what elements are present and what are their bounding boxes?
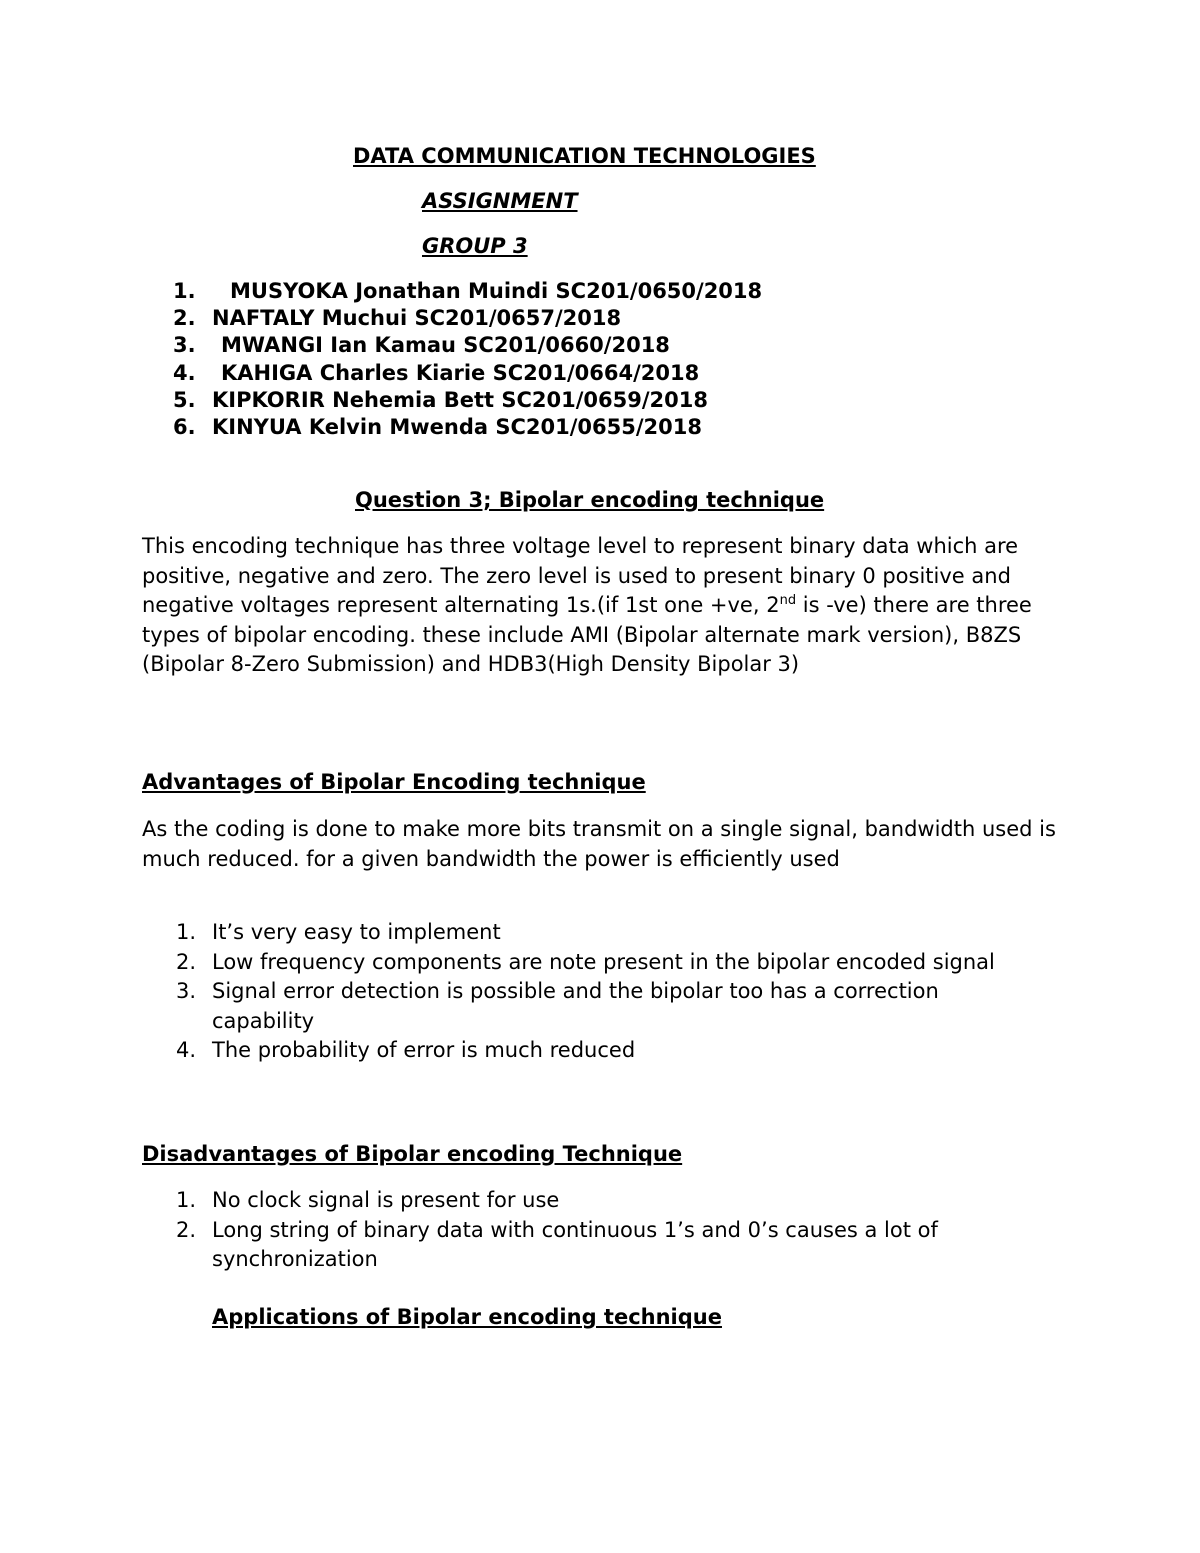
list-item-text: Low frequency components are note present in the bipolar encoded signal bbox=[212, 949, 995, 974]
member-list bbox=[173, 278, 762, 441]
member-text: NAFTALY Muchui SC201/0657/2018 bbox=[212, 306, 622, 331]
list-number: 2. bbox=[176, 1217, 197, 1242]
list-number: 3. bbox=[176, 979, 197, 1004]
list-item bbox=[142, 977, 1032, 1036]
member-text: MWANGI Ian Kamau SC201/0660/2018 bbox=[221, 333, 670, 358]
list-item-text: It’s very easy to implement bbox=[212, 920, 501, 944]
list-item-text: Long string of binary data with continuous 1’s and 0’s causes a lot of synchronization bbox=[212, 1217, 938, 1272]
advantages-intro: As the coding is done to make more bits transmit on a single signal, bandwidth used is much reduced. for a given bandwidth the power is efficiently used bbox=[142, 817, 1056, 871]
list-item-text: Signal error detection is possible and the bipolar too has a correction capability bbox=[212, 979, 939, 1033]
list-item bbox=[142, 1186, 1032, 1216]
paragraph-text-part1: This encoding technique has three voltage level to represent binary data which are positive, negative and zero. The zero level is used to present binary 0 positive and negative voltages represent alternating 1s.(if 1st one +ve, 2 bbox=[142, 534, 1019, 618]
superscript: nd bbox=[779, 593, 797, 609]
member-item bbox=[173, 360, 762, 387]
paragraph-text-part2: is -ve) there are three types of bipolar encoding. these include AMI (Bipolar alternate mark version), B8ZS (Bipolar 8-Zero Submission) and HDB3(High Density Bipolar 3) bbox=[142, 593, 1032, 677]
list-number: 1. bbox=[176, 920, 197, 944]
member-text: KIPKORIR Nehemia Bett SC201/0659/2018 bbox=[212, 387, 708, 412]
disadvantages-list bbox=[142, 1186, 1032, 1275]
list-item bbox=[142, 948, 1032, 978]
advantages-list bbox=[142, 918, 1032, 1066]
member-item bbox=[173, 414, 762, 441]
list-item bbox=[142, 1036, 1032, 1066]
member-text: KAHIGA Charles Kiarie SC201/0664/2018 bbox=[221, 360, 700, 385]
member-item bbox=[173, 305, 762, 332]
member-item bbox=[173, 278, 762, 305]
group-label: GROUP 3 bbox=[422, 234, 528, 258]
applications-heading: Applications of Bipolar encoding technique bbox=[212, 1305, 722, 1329]
question-paragraph bbox=[142, 532, 1082, 680]
list-number: 4. bbox=[176, 1038, 197, 1063]
member-item bbox=[173, 332, 762, 359]
list-item bbox=[142, 1216, 1032, 1275]
member-text: KINYUA Kelvin Mwenda SC201/0655/2018 bbox=[212, 414, 702, 439]
advantages-heading: Advantages of Bipolar Encoding technique bbox=[142, 770, 646, 794]
list-number: 2. bbox=[173, 306, 196, 331]
disadvantages-heading: Disadvantages of Bipolar encoding Technique bbox=[142, 1142, 683, 1166]
member-text: MUSYOKA Jonathan Muindi SC201/0650/2018 bbox=[230, 279, 763, 303]
list-number: 3. bbox=[173, 333, 196, 358]
list-item-text: The probability of error is much reduced bbox=[212, 1038, 636, 1063]
list-number: 2. bbox=[176, 949, 197, 974]
list-number: 1. bbox=[173, 279, 196, 303]
assignment-label: ASSIGNMENT bbox=[422, 189, 578, 213]
list-number: 4. bbox=[173, 360, 196, 385]
list-number: 5. bbox=[173, 387, 196, 412]
question-heading: Question 3; Bipolar encoding technique bbox=[355, 488, 825, 512]
list-item-text: No clock signal is present for use bbox=[212, 1188, 560, 1212]
list-number: 6. bbox=[173, 414, 196, 439]
member-item bbox=[173, 387, 762, 414]
course-title: DATA COMMUNICATION TECHNOLOGIES bbox=[353, 144, 816, 168]
list-number: 1. bbox=[176, 1188, 197, 1212]
list-item bbox=[142, 918, 1032, 948]
